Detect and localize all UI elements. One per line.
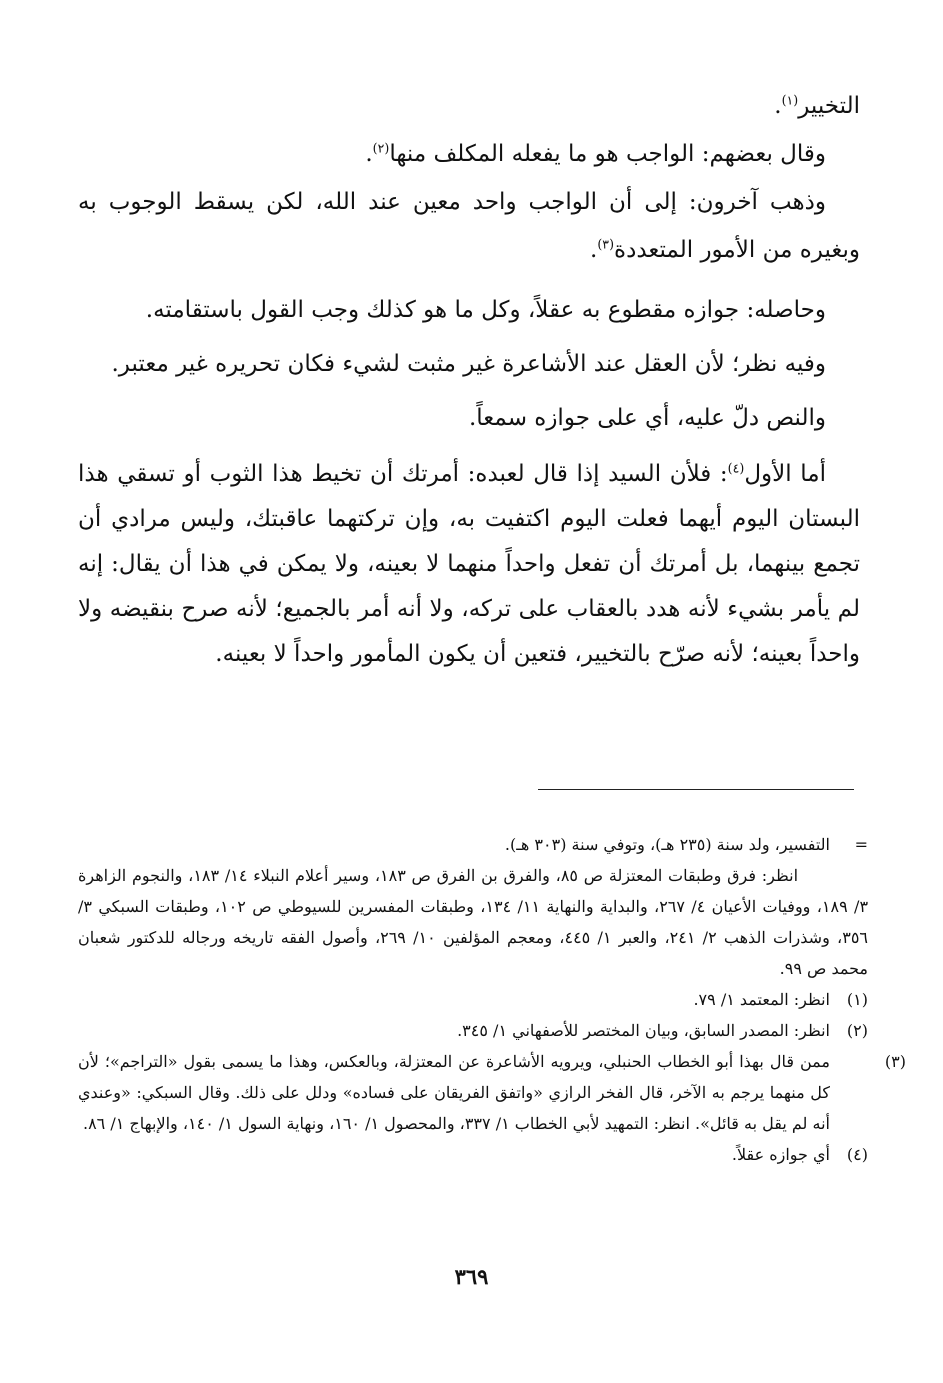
footnote-1: (١)انظر: المعتمد ١/ ٧٩. — [78, 984, 868, 1015]
footnote-number: (١) — [846, 990, 868, 1009]
text-line-6: وفيه نظر؛ لأن العقل عند الأشاعرة غير مثبت لشيء فكان تحريره غير معتبر. — [111, 351, 826, 377]
footnote-ref-3[interactable]: (٣) — [597, 236, 615, 252]
paragraph-first-proof: أما الأول$^{(٤)}$: فلأن السيد إذا قال لعبده: أمرتك أن تخيط هذا الثوب أو تسقي هذا البستان اليوم أيهما فعلت اليوم اكتفيت به، وإن تركتهما عاقبتك، وليس مرادي أن تجمع بينهما، بل أمرتك أن تفعل واحداً منهما لا بعينه، ولا يمكن في هذا أن يقال: إنه لم يأمر بشيء لأنه هدد بالعقاب على تركه، ولا أنه أمر بالجميع؛ لأنه صرح بنقيضه ولا واحداً بعينه؛ لأنه صرّح بالتخيير، فتعين أن يكون المأمور واحداً لا بعينه. — [78, 460, 860, 667]
footnote-number: (٤) — [846, 1145, 868, 1164]
text-line-3: وذهب آخرون: إلى أن الواجب واحد معين عند الله، لكن يسقط الوجوب به — [78, 189, 826, 215]
page-number: ٣٦٩ — [454, 1264, 489, 1289]
footnote-continuation: =التفسير، ولد سنة (٢٣٥ هـ)، وتوفي سنة (٣٠٣ هـ). — [78, 829, 868, 860]
continuation-mark: = — [854, 835, 868, 854]
text-line-7: والنص دلّ عليه، أي على جوازه سمعاً. — [468, 405, 826, 431]
main-text — [78, 82, 860, 442]
footnote-3: (٣)ممن قال بهذا أبو الخطاب الحنبلي، ويرويه الأشاعرة عن المعتزلة، وبالعكس، وهذا ما يسمى بقول «التراجم»؛ لأن كل منهما يرجم به الآخر، قال الفخر الرازي «واتفق الفريقان على فساده» ودلل على ذلك. وقال السبكي: «وعندي أنه لم يقل به قائل». انظر: التمهيد لأبي الخطاب ١/ ٣٣٧، والمحصول ١/ ١٦٠، ونهاية السول ١/ ١٤٠، والإبهاج ١/ ٨٦. — [78, 1046, 868, 1139]
footnote-2: (٢)انظر: المصدر السابق، وبيان المختصر للأصفهاني ١/ ٣٤٥. — [78, 1015, 868, 1046]
footnote-number: (٢) — [846, 1021, 868, 1040]
footnote-ref-2[interactable]: (٢) — [372, 140, 390, 156]
footnote-number: (٣) — [884, 1052, 906, 1071]
text-line-4: وبغيره من الأمور المتعددة$^{(٣)}$. — [590, 236, 860, 263]
footnote-ref-4[interactable]: (٤) — [727, 460, 745, 476]
footnotes — [78, 829, 906, 1170]
footnote-ref-1[interactable]: (١) — [781, 92, 799, 108]
main-paragraph — [78, 452, 860, 677]
footnote-separator — [538, 789, 854, 790]
footnote-4: (٤)أي جوازه عقلاً. — [78, 1139, 868, 1170]
text-line-1: التخيير$^{(١)}$. — [774, 92, 860, 119]
text-line-5: وحاصله: جوازه مقطوع به عقلاً، وكل ما هو كذلك وجب القول باستقامته. — [145, 297, 826, 323]
footnote-continuation-refs: انظر: فرق وطبقات المعتزلة ص ٨٥، والفرق بن الفرق ص ١٨٣، وسير أعلام النبلاء ١٤/ ١٨٣، والنجوم الزاهرة ٣/ ١٨٩، ووفيات الأعيان ٤/ ٢٦٧، والبداية والنهاية ١١/ ١٣٤، وطبقات المفسرين للسيوطي ص ١٠٢، وطبقات السبكي ٣/ ٣٥٦، وشذرات الذهب ٢/ ٢٤١، والعبر ١/ ٤٤٥، ومعجم المؤلفين ١٠/ ٢٦٩، وأصول الفقه تاريخه ورجاله للدكتور شعبان محمد ص ٩٩. — [78, 866, 869, 978]
text-line-2: وقال بعضهم: الواجب هو ما يفعله المكلف منها$^{(٢)}$. — [365, 140, 826, 167]
